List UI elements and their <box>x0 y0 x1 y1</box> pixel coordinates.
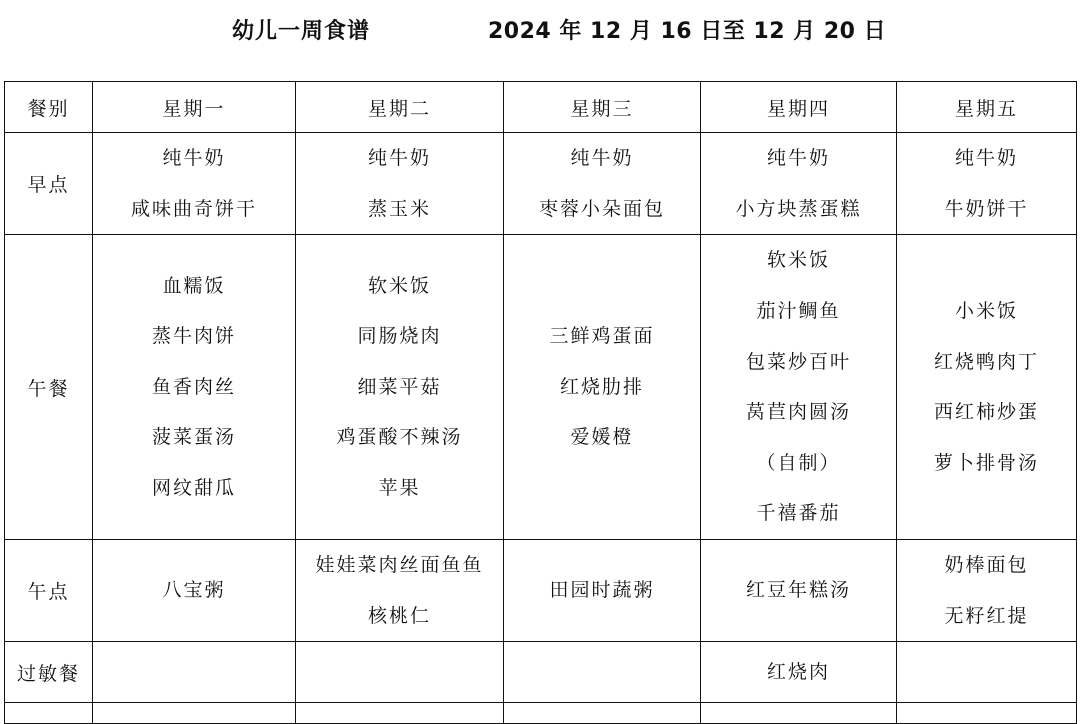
empty-cell <box>296 703 504 724</box>
empty-cell <box>93 703 296 724</box>
dish-item: 红烧鸭肉丁 <box>933 350 1039 373</box>
page-title: 幼儿一周食谱 <box>232 19 371 44</box>
dish-item: 咸味曲奇饼干 <box>130 197 257 220</box>
dish-item: 蒸牛肉饼 <box>151 325 236 348</box>
menu-cell-mon <box>93 642 296 703</box>
dish-item: 奶棒面包 <box>944 554 1029 577</box>
day-header-fri: 星期五 <box>897 82 1077 133</box>
menu-cell-wed <box>504 133 701 235</box>
menu-cell-thu <box>701 642 897 703</box>
dish-item: 红豆年糕汤 <box>745 579 851 602</box>
dish-item: 鱼香肉丝 <box>151 375 236 398</box>
dish-item: 西红柿炒蛋 <box>933 401 1039 424</box>
dish-item: 小米饭 <box>954 300 1018 322</box>
dish-item: 萝卜排骨汤 <box>933 451 1039 474</box>
dish-item: 血糯饭 <box>162 274 226 297</box>
dish-item: 软米饭 <box>367 274 431 297</box>
empty-cell <box>5 703 93 724</box>
menu-cell-thu <box>701 540 897 642</box>
dish-item: 千禧番茄 <box>756 502 841 525</box>
menu-cell-tue <box>296 235 504 540</box>
dish-item: 无籽红提 <box>944 604 1029 627</box>
day-header-wed: 星期三 <box>504 82 701 133</box>
dish-item: 纯牛奶 <box>954 147 1018 169</box>
header-row <box>5 82 1077 133</box>
meal-label: 午餐 <box>5 235 93 540</box>
table-row-partial <box>5 703 1077 724</box>
meal-row <box>5 133 1077 235</box>
dish-item: 田园时蔬粥 <box>549 579 655 602</box>
dish-item: 八宝粥 <box>162 579 226 602</box>
dish-item: 纯牛奶 <box>570 147 634 169</box>
meal-row <box>5 540 1077 642</box>
menu-cell-fri <box>897 540 1077 642</box>
dish-item: 苹果 <box>378 477 421 500</box>
menu-cell-fri <box>897 235 1077 540</box>
dish-item: 菠菜蛋汤 <box>151 426 236 449</box>
dish-item: 枣蓉小朵面包 <box>538 197 665 220</box>
dish-item: 纯牛奶 <box>766 147 830 169</box>
meal-row <box>5 642 1077 703</box>
dish-item: 茄汁鲷鱼 <box>756 300 841 322</box>
dish-item: 纯牛奶 <box>162 147 226 169</box>
menu-cell-tue <box>296 642 504 703</box>
dish-item: 包菜炒百叶 <box>745 350 851 373</box>
menu-cell-fri <box>897 133 1077 235</box>
dish-item: 鸡蛋酸不辣汤 <box>336 426 463 449</box>
dish-item: 三鲜鸡蛋面 <box>549 325 655 348</box>
corner-label: 餐别 <box>5 82 93 133</box>
dish-item: 牛奶饼干 <box>944 197 1029 220</box>
dish-item: 爱媛橙 <box>570 426 634 449</box>
day-header-tue: 星期二 <box>296 82 504 133</box>
dish-item: 网纹甜瓜 <box>151 477 236 500</box>
dish-item: 小方块蒸蛋糕 <box>735 197 862 220</box>
menu-cell-mon <box>93 235 296 540</box>
menu-cell-wed <box>504 540 701 642</box>
menu-table <box>4 81 1077 724</box>
dish-item: 同肠烧肉 <box>357 325 442 348</box>
meal-label: 早点 <box>5 133 93 235</box>
meal-label: 过敏餐 <box>5 642 93 703</box>
dish-item: 莴苣肉圆汤 <box>745 401 851 424</box>
dish-item: （自制） <box>756 451 841 474</box>
menu-cell-wed <box>504 235 701 540</box>
dish-item: 红烧肋排 <box>559 375 644 398</box>
dish-item: 娃娃菜肉丝面鱼鱼 <box>315 554 484 577</box>
meal-label: 午点 <box>5 540 93 642</box>
day-header-thu: 星期四 <box>701 82 897 133</box>
menu-cell-wed <box>504 642 701 703</box>
menu-cell-mon <box>93 133 296 235</box>
meal-row <box>5 235 1077 540</box>
dish-item: 核桃仁 <box>367 604 431 627</box>
date-range: 2024 年 12 月 16 日至 12 月 20 日 <box>488 19 887 44</box>
menu-cell-thu <box>701 235 897 540</box>
dish-item: 蒸玉米 <box>367 197 431 220</box>
menu-cell-tue <box>296 133 504 235</box>
dish-item: 软米饭 <box>766 249 830 272</box>
dish-item: 红烧肉 <box>766 661 830 684</box>
empty-cell <box>504 703 701 724</box>
dish-item: 细菜平菇 <box>357 375 442 398</box>
empty-cell <box>897 703 1077 724</box>
menu-cell-thu <box>701 133 897 235</box>
menu-cell-tue <box>296 540 504 642</box>
day-header-mon: 星期一 <box>93 82 296 133</box>
empty-cell <box>701 703 897 724</box>
menu-cell-mon <box>93 540 296 642</box>
menu-cell-fri <box>897 642 1077 703</box>
dish-item: 纯牛奶 <box>367 147 431 169</box>
